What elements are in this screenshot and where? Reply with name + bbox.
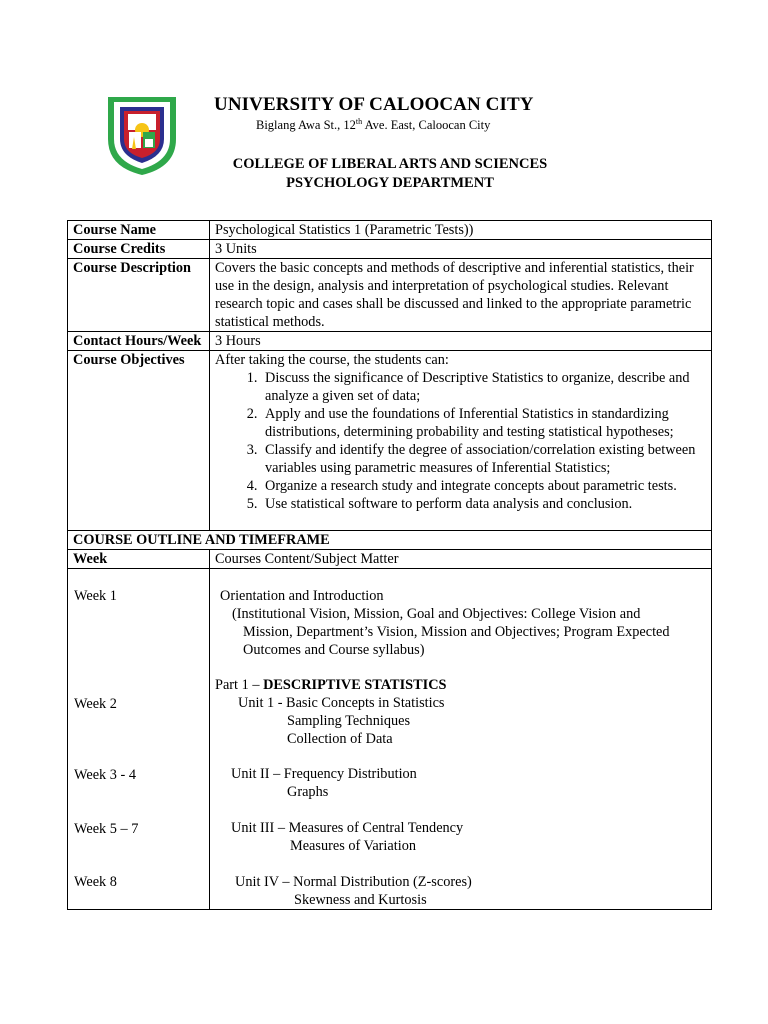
course-syllabus-table <box>67 220 712 910</box>
unit1-topic: Sampling Techniques <box>287 713 411 729</box>
week1-title: Orientation and Introduction <box>220 588 384 604</box>
university-address: Biglang Awa St., 12th Ave. East, Caloocan City <box>256 117 491 133</box>
department-name: PSYCHOLOGY DEPARTMENT <box>286 175 494 191</box>
objective-item: 4. Organize a research study and integrate concepts about parametric tests. <box>261 477 706 495</box>
week-label: Week 2 <box>74 696 117 712</box>
content-column-header: Courses Content/Subject Matter <box>210 550 712 569</box>
unit2-topic: Graphs <box>287 784 329 800</box>
course-objectives-row <box>68 351 712 531</box>
objective-item: 5. Use statistical software to perform data analysis and conclusion. <box>261 495 706 513</box>
week-column-header: Week <box>68 550 210 569</box>
course-credits-value: 3 Units <box>210 240 712 259</box>
week1-detail-line: Outcomes and Course syllabus) <box>243 642 425 658</box>
course-name-row <box>68 221 712 240</box>
course-credits-row <box>68 240 712 259</box>
objectives-intro: After taking the course, the students can: <box>215 352 449 368</box>
seal-book <box>145 139 153 147</box>
contact-hours-value: 3 Hours <box>210 332 712 351</box>
objectives-list <box>215 369 706 513</box>
unit2-title: Unit II – Frequency Distribution <box>231 766 417 782</box>
outline-title-row <box>68 531 712 550</box>
week1-detail-line: Mission, Department’s Vision, Mission and Objectives; Program Expected <box>243 624 670 640</box>
part1-heading: Part 1 – DESCRIPTIVE STATISTICS <box>215 677 447 693</box>
unit4-topic: Skewness and Kurtosis <box>294 892 427 908</box>
week-label: Week 3 - 4 <box>74 767 136 783</box>
week-label: Week 5 – 7 <box>74 821 139 837</box>
outline-body-row <box>68 569 712 910</box>
university-name: UNIVERSITY OF CALOOCAN CITY <box>214 94 534 115</box>
course-credits-label: Course Credits <box>68 240 210 259</box>
contact-hours-row <box>68 332 712 351</box>
week-column <box>68 569 210 910</box>
week-label: Week 1 <box>74 588 117 604</box>
unit4-title: Unit IV – Normal Distribution (Z-scores) <box>235 874 472 890</box>
unit1-topic: Collection of Data <box>287 731 393 747</box>
college-name: COLLEGE OF LIBERAL ARTS AND SCIENCES <box>232 156 548 172</box>
outline-title: COURSE OUTLINE AND TIMEFRAME <box>68 531 712 550</box>
contact-hours-label: Contact Hours/Week <box>68 332 210 351</box>
course-name-label: Course Name <box>68 221 210 240</box>
week1-detail-line: (Institutional Vision, Mission, Goal and Objectives: College Vision and <box>232 606 641 622</box>
course-description-row <box>68 259 712 332</box>
week-label: Week 8 <box>74 874 117 890</box>
content-column <box>210 569 712 910</box>
course-description-value: Covers the basic concepts and methods of descriptive and inferential statistics, their use in the design, analysis and interpretation of psychological studies. Relevant research topic and cases shall be discussed and linked to the appropriate parametric statistical methods. <box>210 259 712 332</box>
unit1-title: Unit 1 - Basic Concepts in Statistics <box>238 695 445 711</box>
course-objectives-label: Course Objectives <box>68 351 210 531</box>
objective-item: 2. Apply and use the foundations of Inferential Statistics in standardizing distributions, determining probability and testing statistical hypotheses; <box>261 405 706 441</box>
course-description-label: Course Description <box>68 259 210 332</box>
objective-item: 3. Classify and identify the degree of association/correlation existing between variables using parametric measures of Inferential Statistics; <box>261 441 706 477</box>
course-name-value: Psychological Statistics 1 (Parametric Tests)) <box>210 221 712 240</box>
objective-item: 1. Discuss the significance of Descriptive Statistics to organize, describe and analyze a given set of data; <box>261 369 706 405</box>
outline-header-row <box>68 550 712 569</box>
unit3-title: Unit III – Measures of Central Tendency <box>231 820 464 836</box>
unit3-topic: Measures of Variation <box>290 838 416 854</box>
course-objectives-value <box>210 351 712 531</box>
